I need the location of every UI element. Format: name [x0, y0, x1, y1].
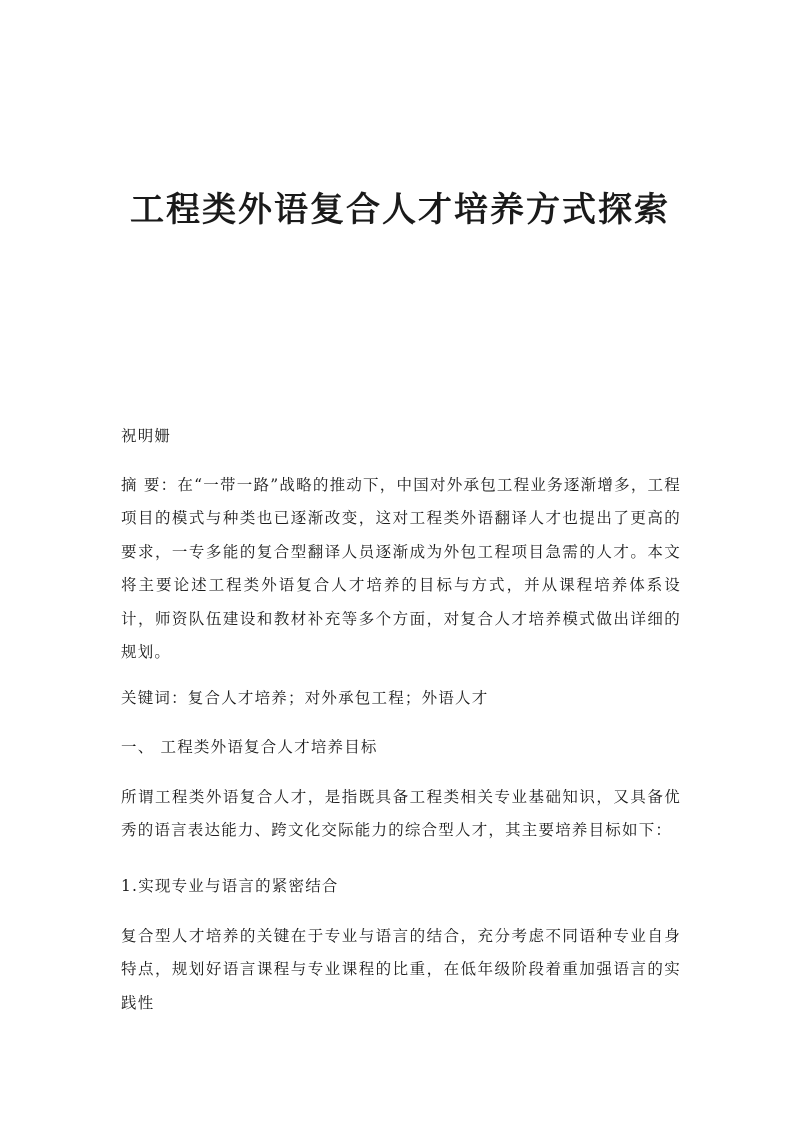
body-paragraph: 所谓工程类外语复合人才，是指既具备工程类相关专业基础知识，又具备优秀的语言表达能力、跨文化交际能力的综合型人才，其主要培养目标如下： [121, 788, 681, 840]
author-name: 祝明姗 [121, 427, 172, 445]
document-title: 工程类外语复合人才培养方式探索 [130, 190, 670, 230]
body-paragraph: 复合型人才培养的关键在于专业与语言的结合，充分考虑不同语种专业自身特点，规划好语言课程与专业课程的比重，在低年级阶段着重加强语言的实践性 [121, 927, 681, 1012]
subsection-heading: 1.实现专业与语言的紧密结合 [121, 877, 339, 895]
abstract-paragraph: 摘 要：在“一带一路”战略的推动下，中国对外承包工程业务逐渐增多，工程项目的模式与种类也已逐渐改变，这对工程类外语翻译人才也提出了更高的要求，一专多能的复合型翻译人员逐渐成为外包工程项目急需的人才。本文将主要论述工程类外语复合人才培养的目标与方式，并从课程培养体系设计，师资队伍建设和教材补充等多个方面，对复合人才培养模式做出详细的规划。 [121, 476, 681, 662]
keywords-line: 关键词：复合人才培养；对外承包工程；外语人才 [121, 689, 489, 707]
section-heading: 一、 工程类外语复合人才培养目标 [121, 738, 378, 756]
